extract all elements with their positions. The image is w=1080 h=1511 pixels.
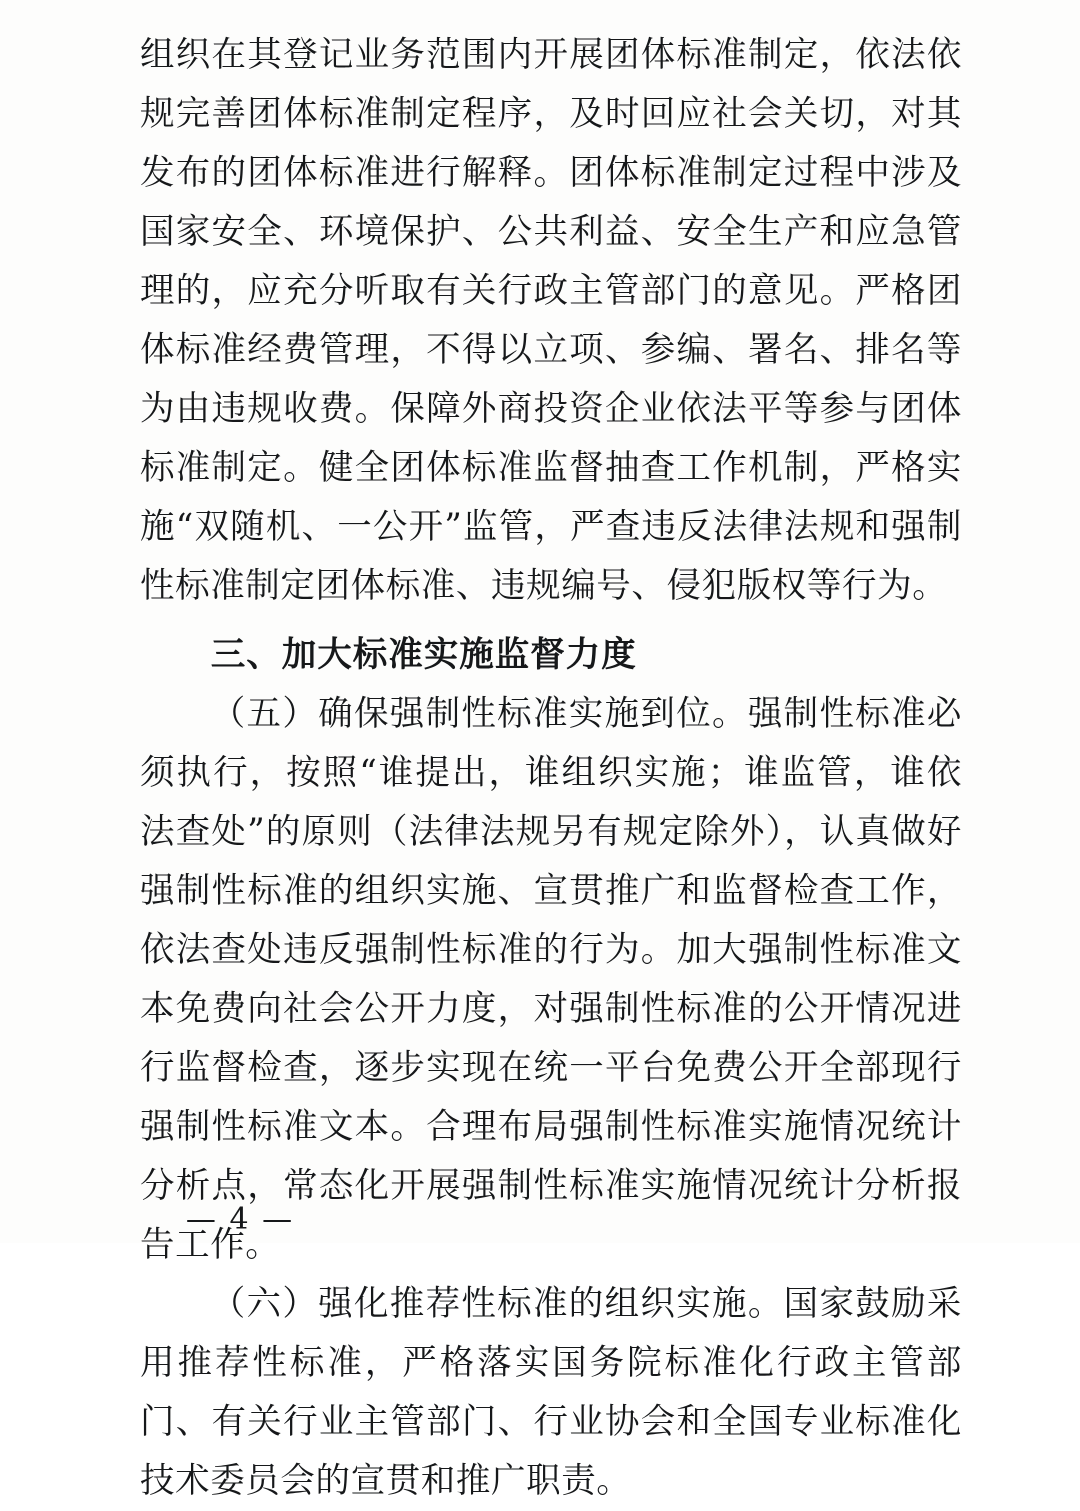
page-number (0, 1202, 1080, 1237)
paragraph-item-five: （五）确保强制性标准实施到位。强制性标准必须执行，按照“谁提出，谁组织实施；谁监管，谁依法查处”的原则（法律法规另有规定除外），认真做好强制性标准的组织实施、宣贯推广和监督检查工作，依法查处违反强制性标准的行为。加大强制性标准文本免费向社会公开力度，对强制性标准的公开情况进行监督检查，逐步实现在统一平台免费公开全部现行强制性标准文本。合理布局强制性标准实施情况统计分析点，常态化开展强制性标准实施情况统计分析报告工作。 (140, 694, 962, 1265)
page-number-label: — 4 — (185, 1202, 295, 1237)
paragraph-continued: 组织在其登记业务范围内开展团体标准制定，依法依规完善团体标准制定程序，及时回应社会关切，对其发布的团体标准进行解释。团体标准制定过程中涉及国家安全、环境保护、公共利益、安全生产和应急管理的，应充分听取有关行政主管部门的意见。严格团体标准经费管理，不得以立项、参编、署名、排名等为由违规收费。保障外商投资企业依法平等参与团体标准制定。健全团体标准监督抽查工作机制，严格实施“双随机、一公开”监管，严查违反法律法规和强制性标准制定团体标准、违规编号、侵犯版权等行为。 (140, 35, 962, 606)
document-body (140, 26, 962, 1511)
paragraph-spacer (140, 616, 962, 618)
section-heading-three: 三、加大标准实施监督力度 (210, 635, 637, 675)
paragraph-item-six: （六）强化推荐性标准的组织实施。国家鼓励采用推荐性标准，严格落实国务院标准化行政主管部门、有关行业主管部门、行业协会和全国专业标准化技术委员会的宣贯和推广职责。 (140, 1284, 962, 1501)
